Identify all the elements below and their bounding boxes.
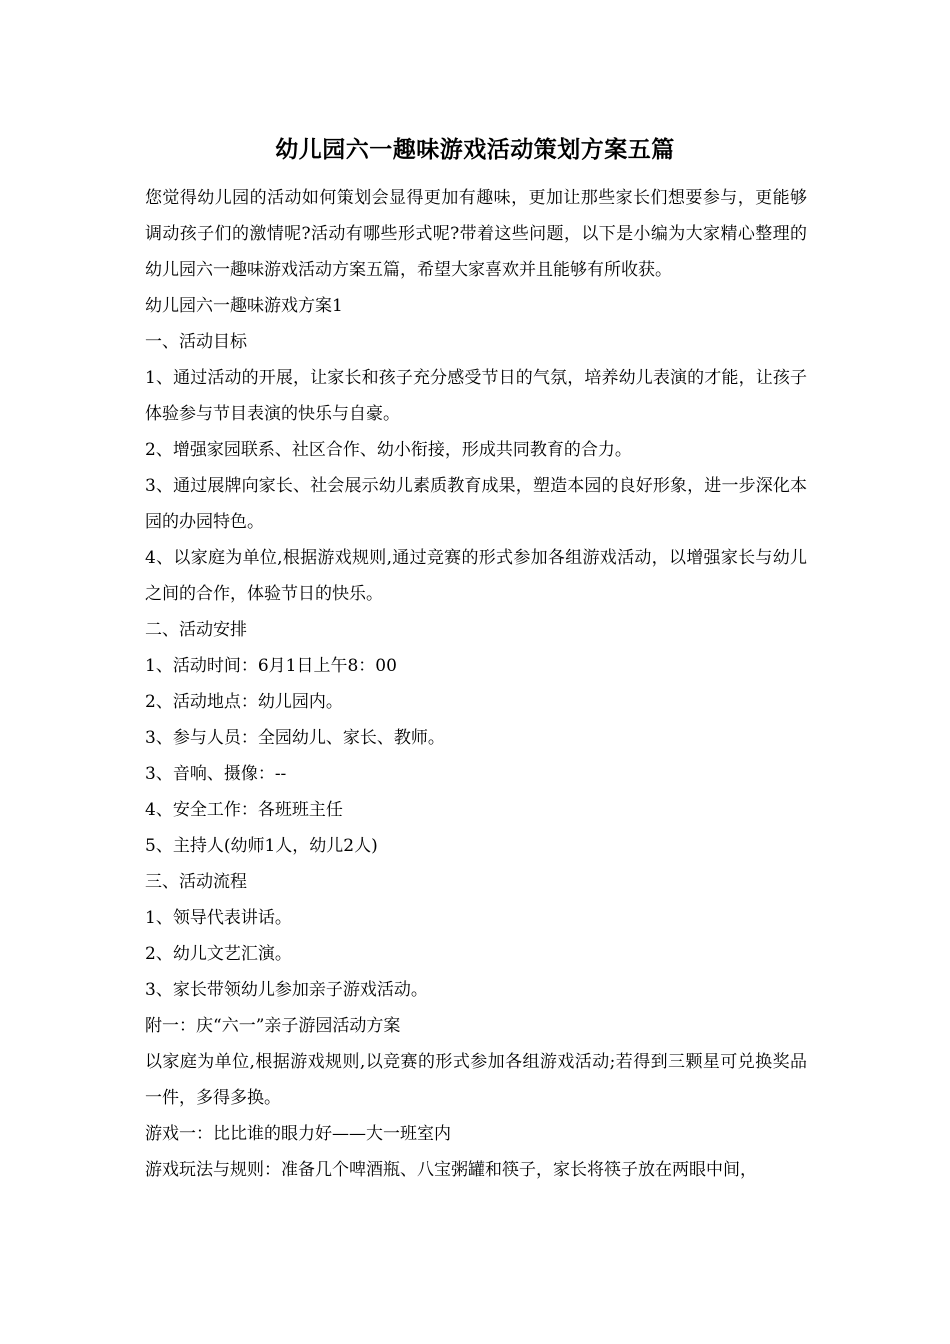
process-item-3: 3、家长带领幼儿参加亲子游戏活动。: [145, 980, 428, 1000]
arrangement-time: 1、活动时间：6月1日上午8：00: [145, 656, 397, 676]
intro-paragraph: 您觉得幼儿园的活动如何策划会显得更加有趣味，更加让那些家长们想要参与，更能够调动孩子们的激情呢?活动有哪些形式呢?带着这些问题，以下是小编为大家精心整理的幼儿园六一趣味游戏活动方案五篇，希望大家喜欢并且能够有所收获。: [145, 188, 807, 280]
game-1-heading: 游戏一：比比谁的眼力好——大一班室内: [145, 1124, 451, 1144]
goal-item-4: 4、以家庭为单位,根据游戏规则,通过竞赛的形式参加各组游戏活动，以增强家长与幼儿之间的合作，体验节日的快乐。: [145, 548, 807, 604]
section-heading-arrangement: 二、活动安排: [145, 620, 247, 640]
arrangement-location: 2、活动地点：幼儿园内。: [145, 692, 343, 712]
section-heading-plan-1: 幼儿园六一趣味游戏方案1: [145, 296, 343, 316]
process-item-1: 1、领导代表讲话。: [145, 908, 292, 928]
arrangement-safety: 4、安全工作：各班班主任: [145, 800, 343, 820]
arrangement-audio-video: 3、音响、摄像：--: [145, 764, 287, 784]
section-heading-goals: 一、活动目标: [145, 332, 247, 352]
section-heading-process: 三、活动流程: [145, 872, 247, 892]
document-body: [145, 180, 807, 1188]
process-item-2: 2、幼儿文艺汇演。: [145, 944, 292, 964]
document-title: 幼儿园六一趣味游戏活动策划方案五篇: [275, 136, 675, 163]
goal-item-2: 2、增强家园联系、社区合作、幼小衔接，形成共同教育的合力。: [145, 440, 632, 460]
goal-item-1: 1、通过活动的开展，让家长和孩子充分感受节日的气氛，培养幼儿表演的才能，让孩子体验参与节目表演的快乐与自豪。: [145, 368, 807, 424]
arrangement-hosts: 5、主持人(幼师1人，幼儿2人): [145, 836, 378, 856]
appendix-heading: 附一：庆“六一”亲子游园活动方案: [145, 1016, 401, 1036]
goal-item-3: 3、通过展牌向家长、社会展示幼儿素质教育成果，塑造本园的良好形象，进一步深化本园的办园特色。: [145, 476, 807, 532]
arrangement-participants: 3、参与人员：全园幼儿、家长、教师。: [145, 728, 445, 748]
appendix-intro: 以家庭为单位,根据游戏规则,以竞赛的形式参加各组游戏活动;若得到三颗星可兑换奖品一件，多得多换。: [145, 1052, 807, 1108]
game-1-rules: 游戏玩法与规则：准备几个啤酒瓶、八宝粥罐和筷子，家长将筷子放在两眼中间，: [145, 1160, 757, 1180]
